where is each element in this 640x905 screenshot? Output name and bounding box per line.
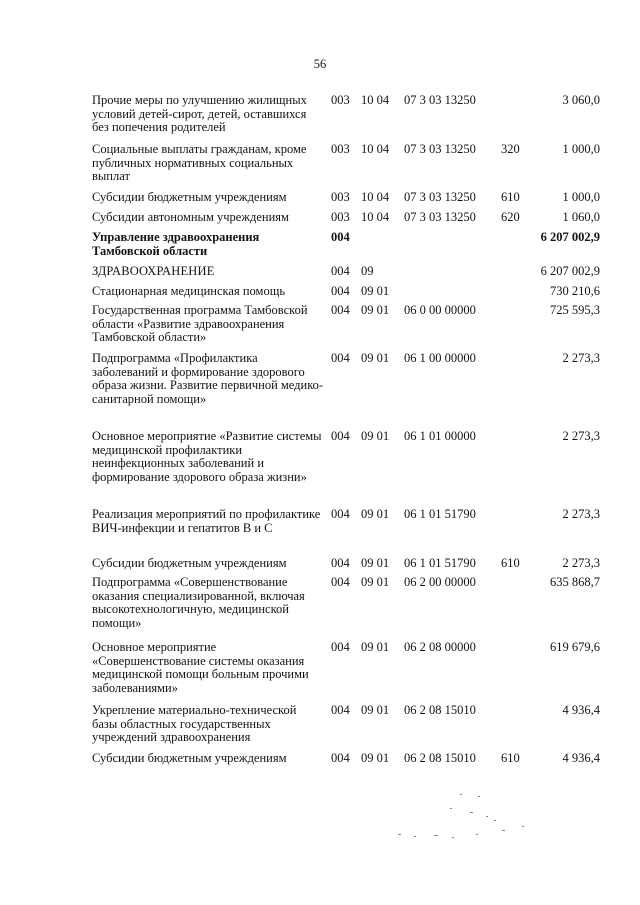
row-target-article-code: 06 2 08 15010 — [404, 703, 476, 717]
row-admin-code: 003 — [331, 93, 350, 107]
row-amount: 2 273,3 — [562, 507, 600, 521]
row-expense-type-code: 610 — [501, 190, 520, 204]
row-section-code: 10 04 — [361, 93, 390, 107]
row-admin-code: 003 — [331, 210, 350, 224]
row-section-code: 10 04 — [361, 210, 390, 224]
row-target-article-code: 06 1 01 51790 — [404, 556, 476, 570]
row-description: Основное мероприятие «Развитие системы медицинской профилактики неинфекционных заболеваний и формирование здорового образа жизни» — [92, 429, 322, 484]
row-description: Прочие меры по улучшению жилищных условий детей-сирот, детей, оставшихся без попечения родителей — [92, 93, 307, 134]
table-row — [0, 143, 640, 185]
row-description: Государственная программа Тамбовской области «Развитие здравоохранения Тамбовской области» — [92, 303, 308, 344]
row-section-code: 09 — [361, 264, 374, 278]
row-target-article-code: 06 2 00 00000 — [404, 575, 476, 589]
row-expense-type-code: 610 — [501, 751, 520, 765]
row-admin-code: 004 — [331, 556, 350, 570]
row-section-code: 10 04 — [361, 190, 390, 204]
row-section-code: 09 01 — [361, 703, 390, 717]
row-expense-type-code: 320 — [501, 142, 520, 156]
row-admin-code: 004 — [331, 751, 350, 765]
row-target-article-code: 07 3 03 13250 — [404, 142, 476, 156]
row-amount: 619 679,6 — [550, 640, 600, 654]
row-amount: 4 936,4 — [562, 751, 600, 765]
row-target-article-code: 06 1 00 00000 — [404, 351, 476, 365]
row-section-code: 09 01 — [361, 640, 390, 654]
row-amount: 6 207 002,9 — [540, 264, 600, 278]
row-section-code: 09 01 — [361, 507, 390, 521]
row-target-article-code: 06 0 00 00000 — [404, 303, 476, 317]
row-amount: 6 207 002,9 — [540, 230, 600, 244]
table-row — [0, 265, 640, 279]
row-admin-code: 004 — [331, 640, 350, 654]
row-admin-code: 004 — [331, 507, 350, 521]
table-row — [0, 285, 640, 299]
table-row — [0, 191, 640, 205]
row-admin-code: 004 — [331, 303, 350, 317]
table-row — [0, 211, 640, 225]
row-amount: 1 000,0 — [562, 142, 600, 156]
row-section-code: 09 01 — [361, 303, 390, 317]
row-amount: 725 595,3 — [550, 303, 600, 317]
row-section-code: 09 01 — [361, 351, 390, 365]
table-row — [0, 704, 640, 746]
row-amount: 730 210,6 — [550, 284, 600, 298]
row-admin-code: 004 — [331, 575, 350, 589]
row-description: Управление здравоохранения Тамбовской области — [92, 230, 260, 258]
row-admin-code: 004 — [331, 429, 350, 443]
row-description: Социальные выплаты гражданам, кроме публичных нормативных социальных выплат — [92, 142, 307, 183]
row-description: Субсидии бюджетным учреждениям — [92, 751, 287, 765]
row-amount: 2 273,3 — [562, 556, 600, 570]
row-admin-code: 004 — [331, 230, 350, 244]
scan-noise-marks — [390, 790, 550, 850]
table-row — [0, 752, 640, 766]
row-amount: 1 060,0 — [562, 210, 600, 224]
table-row — [0, 557, 640, 571]
row-admin-code: 004 — [331, 284, 350, 298]
row-description: Реализация мероприятий по профилактике ВИЧ-инфекции и гепатитов В и С — [92, 507, 321, 535]
row-target-article-code: 06 2 08 15010 — [404, 751, 476, 765]
row-amount: 1 000,0 — [562, 190, 600, 204]
row-description: Стационарная медицинская помощь — [92, 284, 286, 298]
table-row — [0, 508, 640, 550]
table-row — [0, 94, 640, 136]
row-expense-type-code: 620 — [501, 210, 520, 224]
table-row — [0, 430, 640, 500]
table-row — [0, 304, 640, 346]
row-description: Подпрограмма «Совершенствование оказания специализированной, включая высокотехнологичную, медицинской помощи» — [92, 575, 305, 630]
row-description: Субсидии автономным учреждениям — [92, 210, 289, 224]
row-description: Субсидии бюджетным учреждениям — [92, 190, 287, 204]
row-amount: 3 060,0 — [562, 93, 600, 107]
row-amount: 4 936,4 — [562, 703, 600, 717]
row-target-article-code: 06 1 01 51790 — [404, 507, 476, 521]
row-target-article-code: 07 3 03 13250 — [404, 93, 476, 107]
row-section-code: 10 04 — [361, 142, 390, 156]
table-row — [0, 576, 640, 632]
row-admin-code: 004 — [331, 703, 350, 717]
row-section-code: 09 01 — [361, 284, 390, 298]
row-admin-code: 004 — [331, 351, 350, 365]
row-section-code: 09 01 — [361, 751, 390, 765]
row-target-article-code: 06 2 08 00000 — [404, 640, 476, 654]
row-description: Укрепление материально-технической базы областных государственных учреждений здравоохранения — [92, 703, 297, 744]
row-section-code: 09 01 — [361, 556, 390, 570]
row-admin-code: 003 — [331, 142, 350, 156]
table-row — [0, 641, 640, 697]
row-description: Основное мероприятие «Совершенствование системы оказания медицинской помощи больным прочими заболеваниями» — [92, 640, 309, 695]
row-admin-code: 003 — [331, 190, 350, 204]
row-target-article-code: 07 3 03 13250 — [404, 210, 476, 224]
page-number: 56 — [313, 57, 327, 71]
row-expense-type-code: 610 — [501, 556, 520, 570]
row-description: Подпрограмма «Профилактика заболеваний и формирование здорового образа жизни. Развитие первичной медико-санитарной помощи» — [92, 351, 324, 406]
row-amount: 635 868,7 — [550, 575, 600, 589]
row-section-code: 09 01 — [361, 429, 390, 443]
row-target-article-code: 07 3 03 13250 — [404, 190, 476, 204]
row-admin-code: 004 — [331, 264, 350, 278]
row-amount: 2 273,3 — [562, 351, 600, 365]
row-description: Субсидии бюджетным учреждениям — [92, 556, 287, 570]
row-target-article-code: 06 1 01 00000 — [404, 429, 476, 443]
row-amount: 2 273,3 — [562, 429, 600, 443]
table-row — [0, 231, 640, 259]
row-description: ЗДРАВООХРАНЕНИЕ — [92, 264, 215, 278]
row-section-code: 09 01 — [361, 575, 390, 589]
table-row — [0, 352, 640, 422]
